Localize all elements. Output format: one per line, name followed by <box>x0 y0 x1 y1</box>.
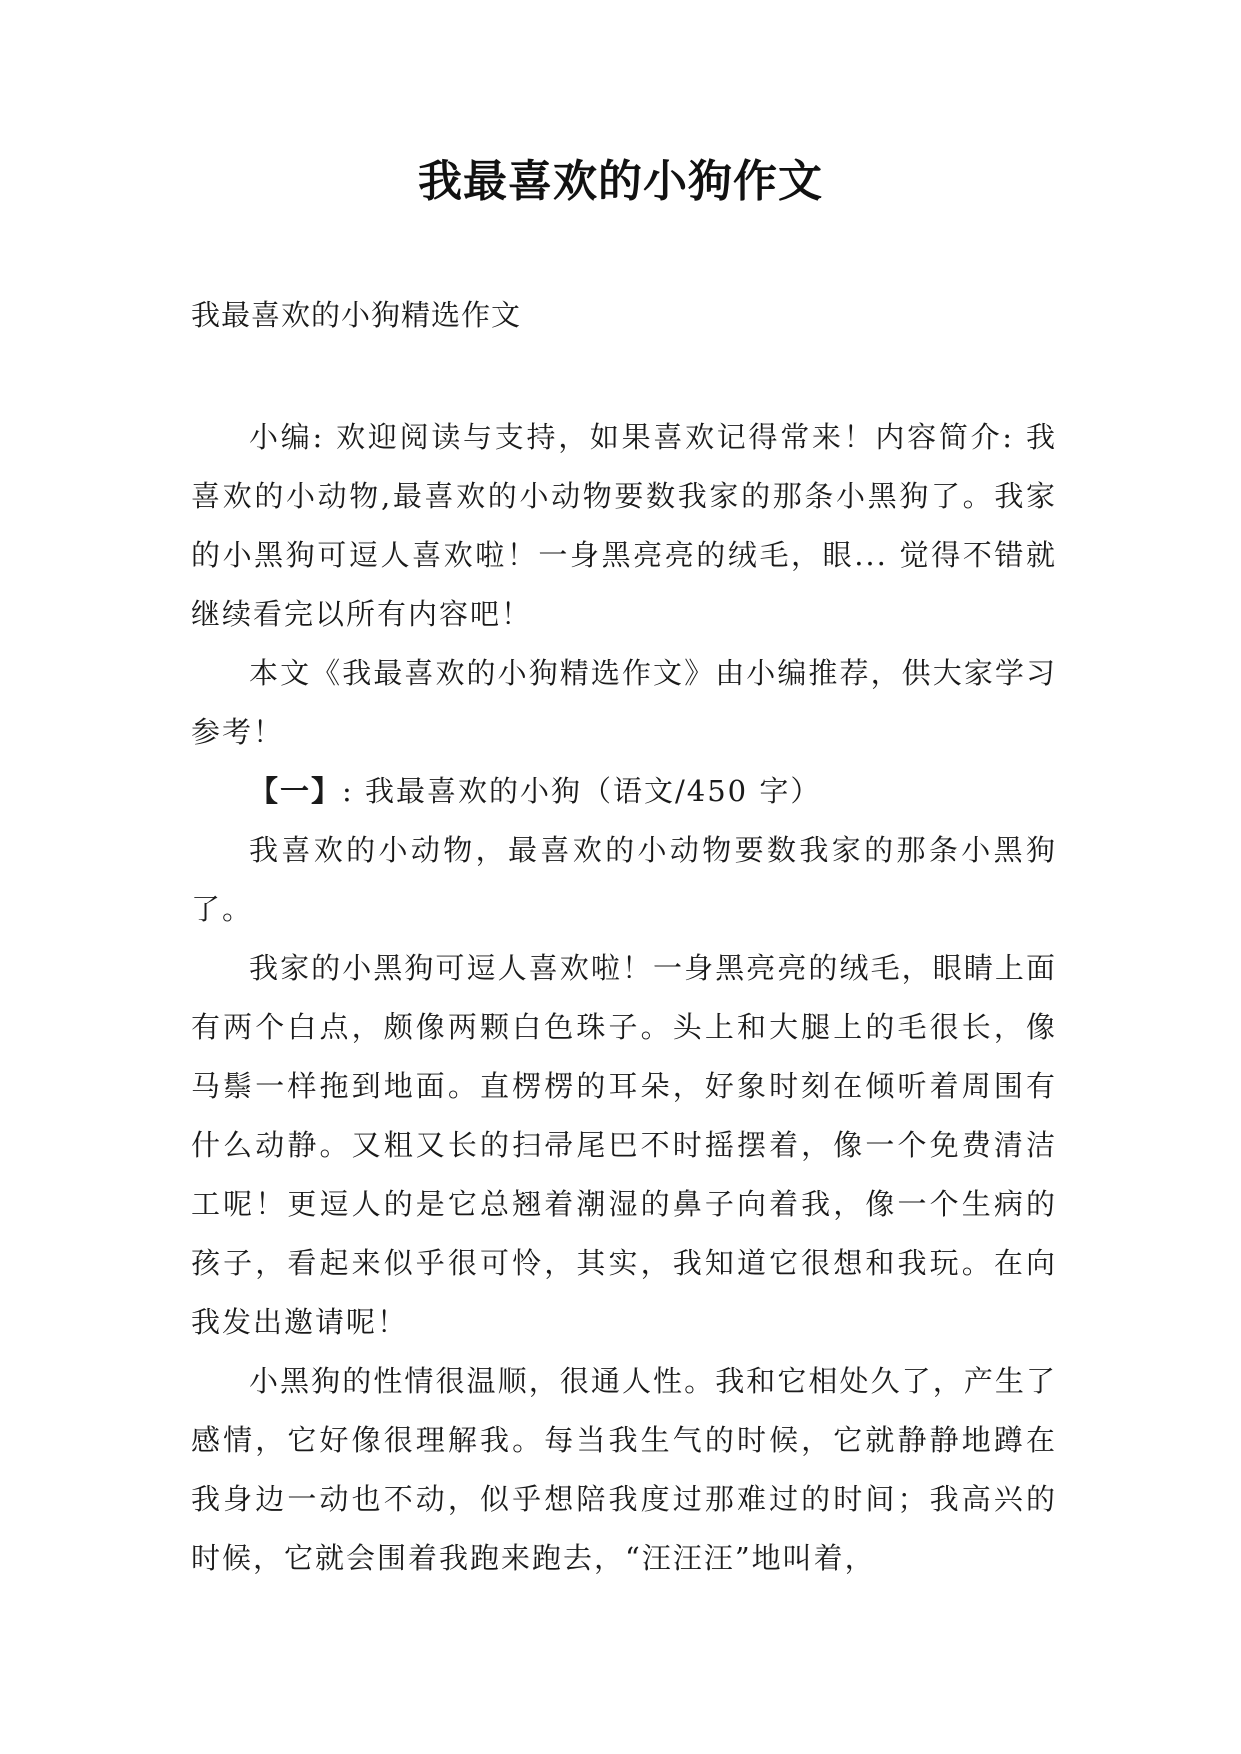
recommendation-paragraph: 本文《我最喜欢的小狗精选作文》由小编推荐，供大家学习参考！ <box>191 656 1057 749</box>
body-paragraph: 我家的小黑狗可逗人喜欢啦！一身黑亮亮的绒毛，眼睛上面有两个白点，颇像两颗白色珠子。头上和大腿上的毛很长，像马鬃一样拖到地面。直楞楞的耳朵，好象时刻在倾听着周围有什么动静。又粗又长的扫帚尾巴不时摇摆着，像一个免费清洁工呢！更逗人的是它总翘着潮湿的鼻子向着我，像一个生病的孩子，看起来似乎很可怜，其实，我知道它很想和我玩。在向我发出邀请呢！ <box>191 951 1057 1339</box>
document-subtitle: 我最喜欢的小狗精选作文 <box>191 298 522 332</box>
body-paragraph: 我喜欢的小动物，最喜欢的小动物要数我家的那条小黑狗了。 <box>191 833 1057 926</box>
document-body <box>191 408 1057 1588</box>
section-heading-text: : 我最喜欢的小狗（语文/450 字） <box>342 774 822 808</box>
section-marker: 【一】 <box>249 774 343 808</box>
section-heading <box>191 762 1057 821</box>
intro-paragraph: 小编: 欢迎阅读与支持，如果喜欢记得常来！内容简介: 我喜欢的小动物,最喜欢的小动物要数我家的那条小黑狗了。我家的小黑狗可逗人喜欢啦！一身黑亮亮的绒毛，眼... 觉得不错就继续看完以所有内容吧！ <box>191 420 1057 631</box>
body-paragraph: 小黑狗的性情很温顺，很通人性。我和它相处久了，产生了感情，它好像很理解我。每当我生气的时候，它就静静地蹲在我身边一动也不动，似乎想陪我度过那难过的时间；我高兴的时候，它就会围着我跑来跑去，“汪汪汪”地叫着， <box>191 1364 1057 1575</box>
document-title: 我最喜欢的小狗作文 <box>418 156 823 207</box>
